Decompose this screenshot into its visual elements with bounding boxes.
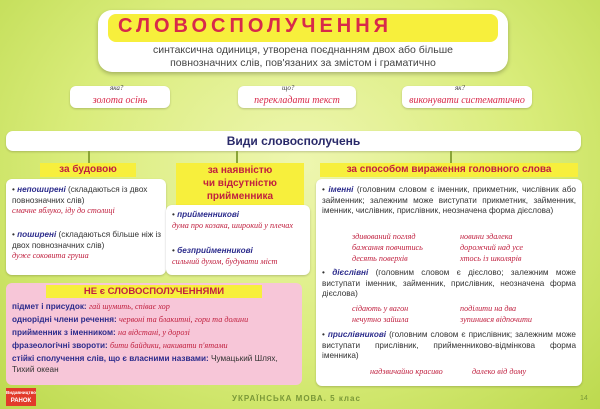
preposition-heading-line3: прийменника [206,191,274,202]
not-phrases-heading: НЕ є СЛОВОСПОЛУЧЕННЯМИ [46,285,262,298]
publisher-logo [6,388,36,406]
not-phrase-example-5: Чумацький Шлях, Тихий океан [12,354,278,374]
main-example-1a: здивований погляд [352,232,416,241]
structure-item-2: • поширені (складаються більше ніж із двох повнозначних слів) дуже соковита груша [12,230,162,260]
main-term-3: прислівникові [327,330,387,339]
example-box-2 [238,86,356,108]
structure-term-2: поширені [17,230,57,239]
page-title: СЛОВОСПОЛУЧЕННЯ [118,15,393,37]
logo-line2: РАНОК [10,398,32,404]
logo-line1: Видавництво [6,390,37,395]
main-group-2: • дієслівні (головним словом є дієслово; залежним може виступати іменник, займенник, прислівник, неозначена форма дієслова) [322,268,576,298]
not-phrase-example-2: червоні та блакитні, гори та долини [119,315,249,324]
footer-text: УКРАЇНСЬКА МОВА. 5 клас [232,394,361,403]
main-example-2a: сідають у вагон [352,304,409,313]
not-phrase-item-2 [12,315,298,326]
structure-term-1: непоширені [17,185,66,194]
example-text-2: перекладати текст [254,95,340,106]
main-desc-3: (головним словом є прислівник; залежним може виступати прислівник, прийменниково-відмінкова форма іменника) [322,330,576,360]
main-word-heading: за способом вираження головного слова [320,163,578,177]
types-heading: Види словосполучень [6,131,581,151]
main-example-1c: бажання повчитись [352,243,423,252]
main-term-2: дієслівні [332,268,369,277]
example-question-3: як? [455,84,466,92]
example-box-3 [402,86,532,108]
main-example-1b: новини здалека [460,232,513,241]
main-example-2d: зупинився відпочити [460,315,532,324]
not-phrase-item-1 [12,302,298,313]
not-phrase-item-5 [12,354,298,375]
preposition-item-1: • прийменникові дума про козака, широкий у плечах [172,210,306,231]
main-example-2b: поділити на два [460,304,517,313]
not-phrase-term-4: фразеологічні звороти: [12,341,108,350]
connector-line [450,151,452,163]
main-example-3a: надзвичайно красиво [370,367,443,376]
preposition-item-2: • безприйменникові сильний духом, будувати міст [172,246,306,267]
preposition-heading [176,163,304,206]
page-number: 14 [580,395,588,402]
example-text-3: виконувати систематично [409,95,525,106]
not-phrase-item-4 [12,341,298,352]
not-phrase-term-1: підмет і присудок: [12,302,87,311]
connector-line [236,151,238,163]
main-example-2c: нечутно зайшла [352,315,409,324]
not-phrase-example-1: гай шумить, співає хор [88,302,170,311]
example-question-2: що? [282,84,295,92]
structure-desc-1: (складаються із двох повнозначних слів) [12,185,148,205]
main-group-1: • іменні (головним словом є іменник, прикметник, числівник або займенник; залежним може виступати прикметник, займенник, іменник, числівник, прислівник, неозначена форма дієслова) [322,185,576,215]
not-phrase-example-3: на відстані, у дорозі [118,328,190,337]
main-example-1e: десять поверхів [352,254,408,263]
connector-line [88,151,90,163]
preposition-heading-line2: чи відсутністю [203,178,277,189]
definition-text: синтаксична одиниця, утворена поєднанням двох або більше повнозначних слів, пов'язаних за змістом і граматично [152,44,454,69]
preposition-example-2: сильний духом, будувати міст [172,256,278,266]
main-desc-2: (головним словом є дієслово; залежним може виступати іменник, займенник, прислівник, неозначена форма дієслова) [322,268,576,298]
preposition-term-2: безприйменникові [177,246,253,255]
not-phrase-item-3 [12,328,298,339]
not-phrase-example-4: бити байдики, накивати п'ятами [110,341,228,350]
main-desc-1: (головним словом є іменник, прикметник, числівник або займенник; залежним може виступати прикметник, займенник, іменник, числівник, прислівник, неозначена форма дієслова) [322,185,576,215]
preposition-term-1: прийменникові [177,210,240,219]
structure-desc-2: (складаються більше ніж із двох повнозначних слів) [12,230,162,250]
not-phrase-term-3: прийменник з іменником: [12,328,116,337]
main-term-1: іменні [328,185,354,194]
not-phrase-term-2: однорідні члени речення: [12,315,117,324]
main-group-3: • прислівникові (головним словом є прислівник; залежним може виступати прислівник, прийменниково-відмінкова форма іменника) [322,330,576,360]
main-example-1d: дорожчий над усе [460,243,524,252]
not-phrase-term-5: стійкі сполучення слів, що є власними назвами: [12,354,209,363]
example-question-1: яка? [110,84,124,92]
structure-item-1: • непоширені (складаються із двох повнозначних слів) смачне яблуко, іду до столиці [12,185,162,217]
preposition-heading-line1: за наявністю [207,165,273,176]
structure-heading: за будовою [40,163,136,177]
example-text-1: золота осінь [92,95,148,106]
structure-example-1: смачне яблуко, іду до столиці [12,206,115,215]
main-example-1f: хтось із школярів [460,254,522,263]
main-example-3b: далеко від дому [472,367,527,376]
preposition-example-1: дума про козака, широкий у плечах [172,220,293,230]
structure-example-2: дуже соковита груша [12,251,89,260]
